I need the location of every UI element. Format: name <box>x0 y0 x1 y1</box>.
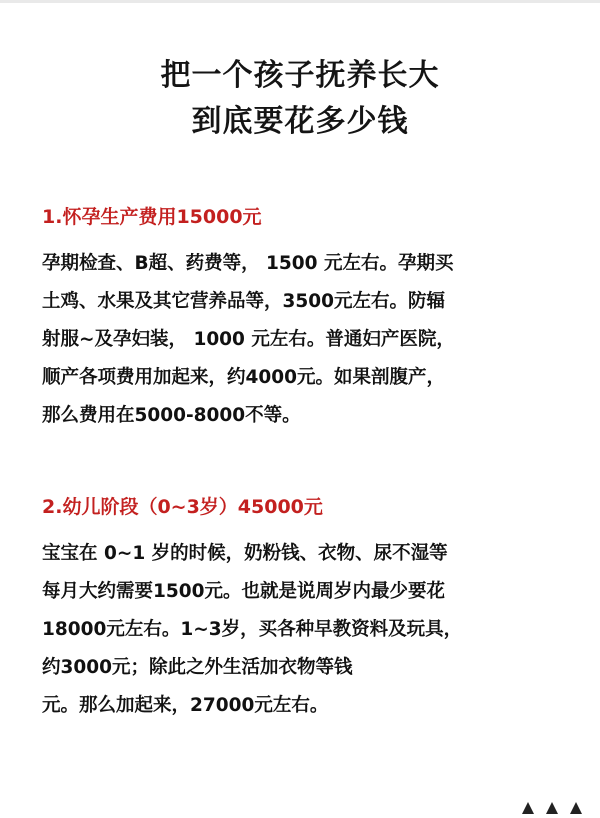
paragraph-line: 孕期检查、B超、药费等， 1500 元左右。孕期买 <box>42 253 454 274</box>
paragraph-line: 每月大约需要1500元。也就是说周岁内最少要花 <box>42 581 445 602</box>
cropped-watermark-icon <box>522 798 592 814</box>
paragraph-line: 射服~及孕妇装， 1000 元左右。普通妇产医院， <box>42 329 455 350</box>
section-paragraph <box>42 245 570 435</box>
paragraph-line <box>42 649 570 687</box>
paragraph-line: 土鸡、水果及其它营养品等，3500元左右。防辐 <box>42 291 445 312</box>
paragraph-line: 元。那么加起来，27000元左右。 <box>42 695 329 716</box>
paragraph-line-text: 约3000元；除此之外生活加衣物等 <box>42 657 334 678</box>
section-heading: 2.幼儿阶段（0~3岁）45000元 <box>42 496 323 518</box>
article-title <box>0 53 600 145</box>
title-line-2: 到底要花多少钱 <box>191 104 409 139</box>
title-line-1: 把一个孩子抚养长大 <box>160 58 440 93</box>
cut-off-glyph: 钱 <box>334 657 353 678</box>
paragraph-line: 宝宝在 0~1 岁的时候，奶粉钱、衣物、尿不湿等 <box>42 543 448 564</box>
section-paragraph <box>42 535 570 725</box>
section-infant-costs <box>42 493 570 725</box>
section-heading: 1.怀孕生产费用15000元 <box>42 206 262 228</box>
paragraph-line: 那么费用在5000-8000不等。 <box>42 405 301 426</box>
paragraph-line: 顺产各项费用加起来，约4000元。如果剖腹产， <box>42 367 445 388</box>
paragraph-line: 18000元左右。1~3岁，买各种早教资料及玩具， <box>42 619 463 640</box>
section-pregnancy-costs <box>42 203 570 435</box>
